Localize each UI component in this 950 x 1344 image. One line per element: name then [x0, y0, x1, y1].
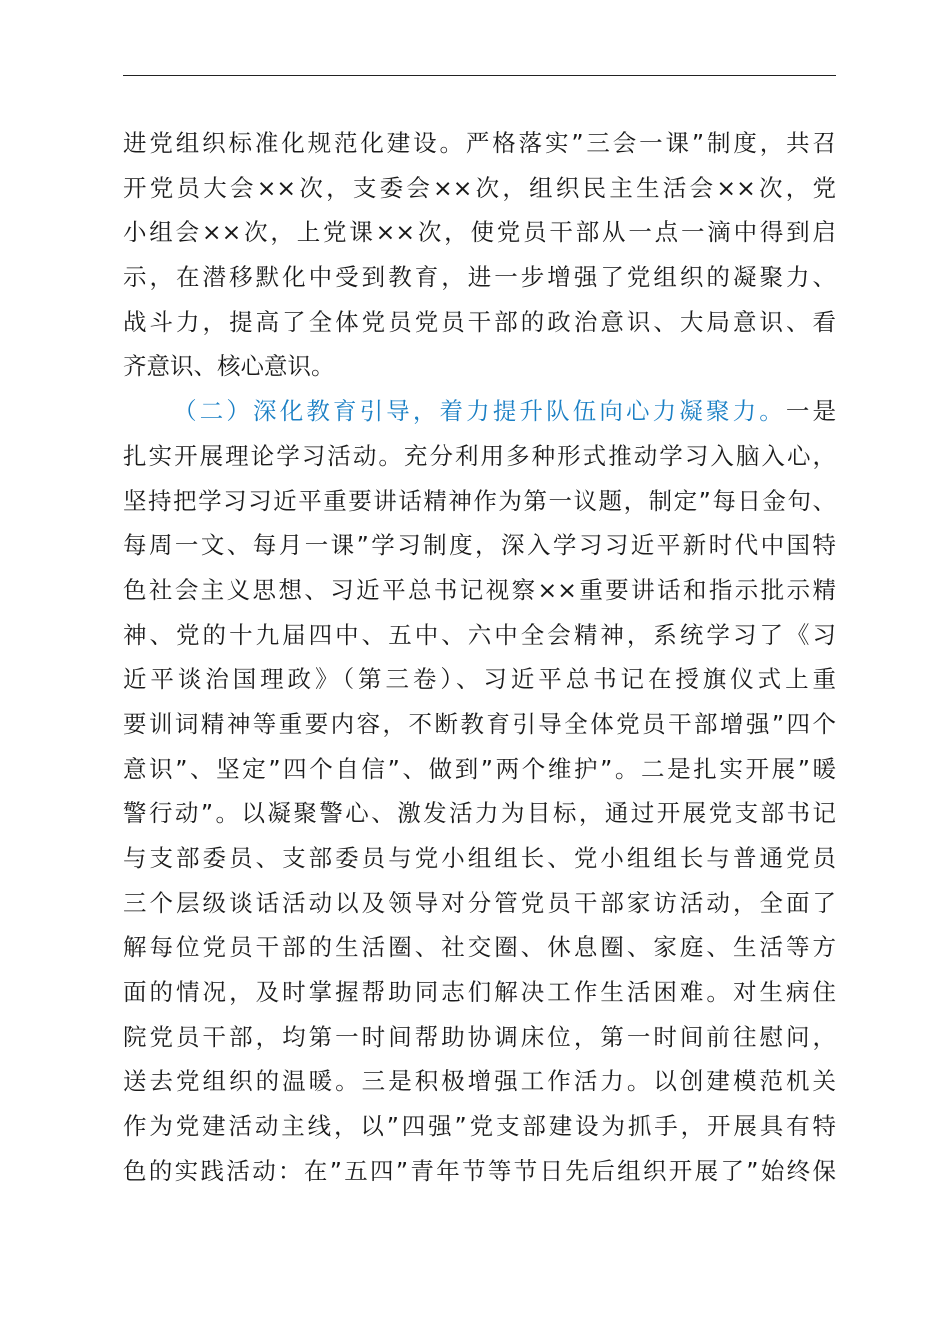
text-line: 与支部委员、支部委员与党小组组长、党小组组长与普通党员 [123, 844, 836, 872]
text-line: 近平谈治国理政》（第三卷）、习近平总书记在授旗仪式上重 [123, 665, 836, 694]
text-line: 开党员大会××次，支委会××次，组织民主生活会××次，党 [123, 173, 836, 202]
text-line: 色的实践活动：在”五四”青年节等节日先后组织开展了”始终保 [123, 1156, 836, 1185]
document-body [123, 121, 836, 1194]
text-line: 警行动”。以凝聚警心、激发活力为目标，通过开展党支部书记 [123, 799, 836, 828]
text-line: 三个层级谈话活动以及领导对分管党员干部家访活动，全面了 [123, 888, 836, 917]
text-line: 面的情况，及时掌握帮助同志们解决工作生活困难。对生病住 [123, 978, 836, 1007]
text-line: 示，在潜移默化中受到教育，进一步增强了党组织的凝聚力、 [123, 263, 836, 292]
text-line: 色社会主义思想、习近平总书记视察××重要讲话和指示批示精 [123, 575, 836, 604]
text-run: 一是 [785, 397, 836, 426]
text-line: 神、党的十九届四中、五中、六中全会精神，系统学习了《习 [123, 620, 836, 649]
text-line: 每周一文、每月一课”学习制度，深入学习习近平新时代中国特 [123, 531, 836, 560]
text-line: 坚持把学习习近平重要讲话精神作为第一议题，制定”每日金句、 [123, 486, 836, 515]
text-line: 作为党建活动主线，以”四强”党支部建设为抓手，开展具有特 [123, 1112, 836, 1141]
section-heading: （二）深化教育引导，着力提升队伍向心力凝聚力。 [170, 397, 786, 426]
header-rule [123, 75, 836, 76]
text-line: 战斗力，提高了全体党员党员干部的政治意识、大局意识、看 [123, 307, 836, 336]
text-line: 解每位党员干部的生活圈、社交圈、休息圈、家庭、生活等方 [123, 933, 836, 962]
text-line: 意识”、坚定”四个自信”、做到”两个维护”。二是扎实开展”暖 [123, 754, 836, 783]
text-line: 小组会××次，上党课××次，使党员干部从一点一滴中得到启 [123, 218, 836, 247]
text-line: 送去党组织的温暖。三是积极增强工作活力。以创建模范机关 [123, 1067, 836, 1096]
text-line: 院党员干部，均第一时间帮助协调床位，第一时间前往慰问， [123, 1022, 836, 1051]
text-line: 进党组织标准化规范化建设。严格落实”三会一课”制度，共召 [123, 129, 836, 157]
section-heading-line [123, 389, 836, 434]
text-line: 扎实开展理论学习活动。充分利用多种形式推动学习入脑入心， [123, 441, 836, 470]
text-line: 要训词精神等重要内容，不断教育引导全体党员干部增强”四个 [123, 709, 836, 738]
text-line: 齐意识、核心意识。 [123, 352, 335, 381]
